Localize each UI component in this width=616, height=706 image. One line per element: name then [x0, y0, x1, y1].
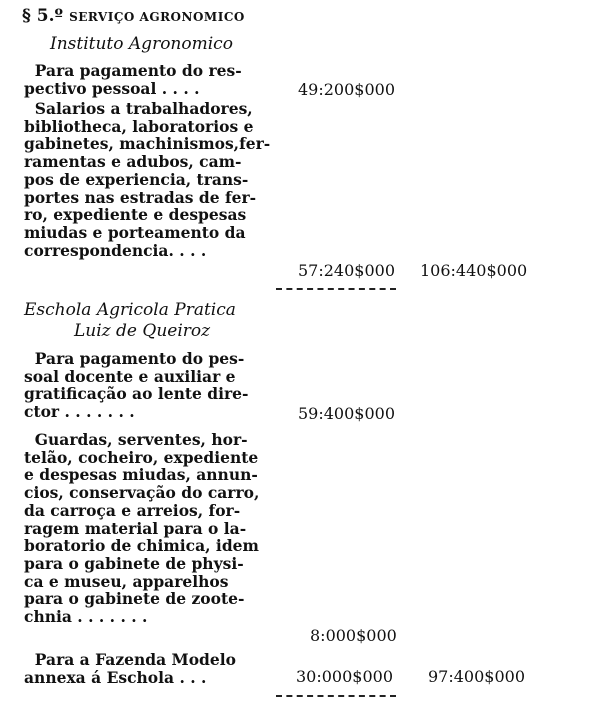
section-total: 97:400$000: [428, 667, 526, 686]
section-total: 106:440$000: [420, 261, 528, 280]
item-amount: 59:400$000: [298, 404, 396, 423]
item-amount: 57:240$000: [298, 261, 396, 280]
item-text: Para pagamento do res- pectivo pessoal . . . .: [24, 61, 242, 98]
school-title-line1: Eschola Agricola Pratica: [24, 300, 236, 320]
item-amount: 8:000$000: [310, 626, 397, 645]
item-amount: 30:000$000: [296, 667, 394, 686]
section-heading: [22, 6, 245, 26]
institute-title: Instituto Agronomico: [50, 34, 233, 54]
section-title: SERVIÇO AGRONOMICO: [69, 10, 245, 24]
school-title-line2: Luiz de Queiroz: [74, 321, 211, 341]
item-text: Guardas, serventes, hor- telão, cocheiro, expediente e despesas miudas, annun- cios, conservação do carro, da carroça e arreios, for- ragem material para o la- boratorio de chimica, idem para o gabinete de physi- ca e museu, apparelhos para o gabinete de zoote- chnia . . . . . . .: [24, 430, 260, 627]
item-amount: 49:200$000: [298, 80, 396, 99]
section-number: § 5.º: [22, 6, 64, 26]
item-text: Para pagamento do pes- soal docente e auxiliar e gratificação ao lente dire- ctor . . . . . . .: [24, 349, 249, 422]
sum-rule: [276, 288, 396, 290]
sum-rule: [276, 695, 396, 697]
item-text: Para a Fazenda Modelo annexa á Eschola . . .: [24, 650, 236, 687]
item-text: Salarios a trabalhadores, bibliotheca, laboratorios e gabinetes, machinismos,fer- ramentas e adubos, cam- pos de experiencia, trans- portes nas estradas de fer- ro, expediente e despesas miudas e porteamento da correspondencia. . . .: [24, 99, 271, 260]
